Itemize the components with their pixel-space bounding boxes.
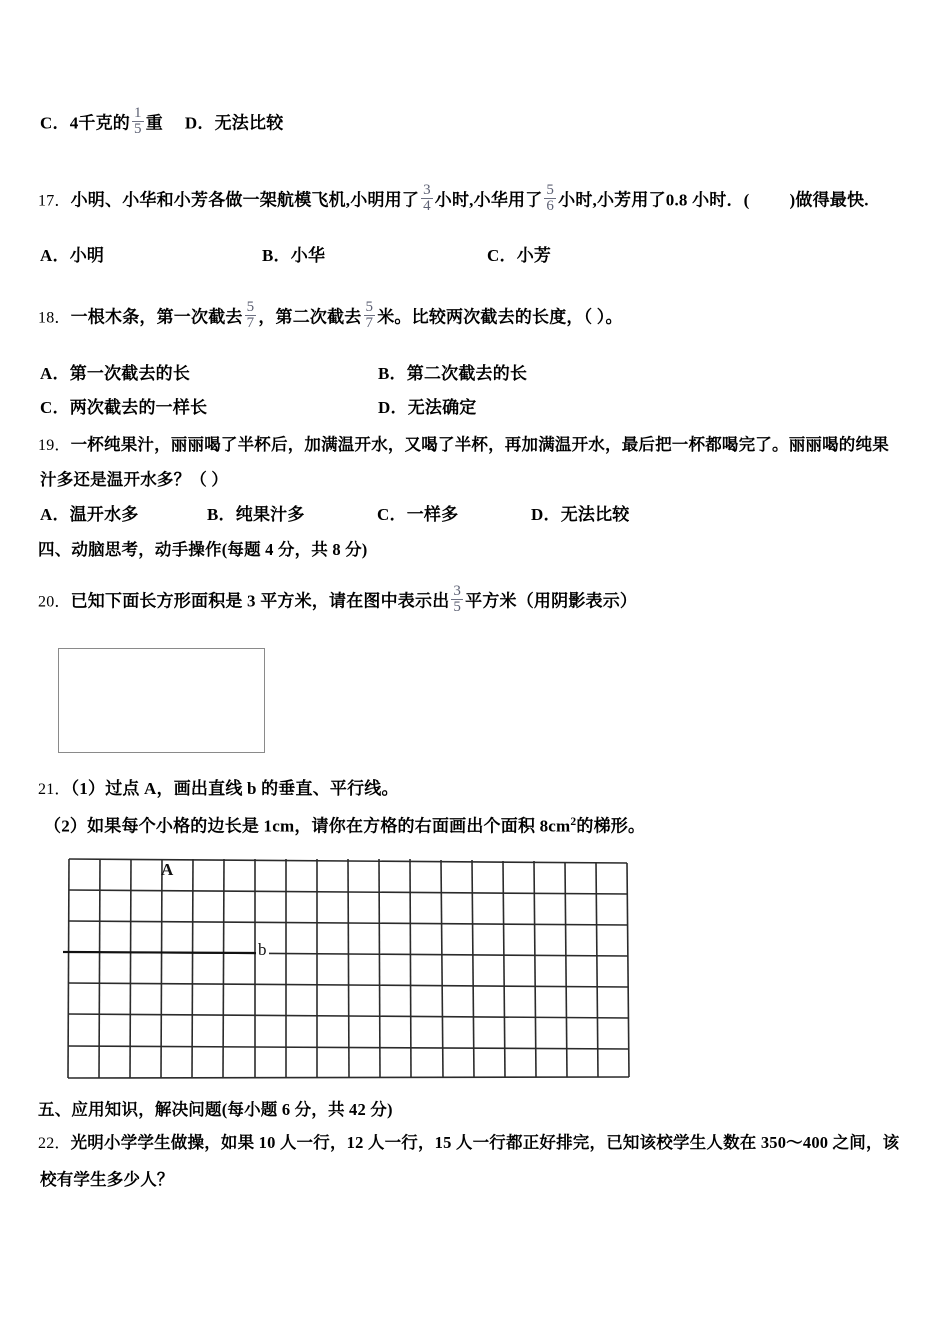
q17-number: 17． bbox=[38, 192, 71, 210]
q19-option-b-text: 纯果汁多 bbox=[235, 505, 305, 524]
q21-grid-figure bbox=[60, 856, 635, 1081]
q17-text-5: )做得最快. bbox=[789, 190, 869, 210]
section-five-heading bbox=[38, 1100, 393, 1120]
q17-text-4: 0.8 小时．( bbox=[665, 190, 750, 210]
q16-option-c-label: C． bbox=[40, 113, 70, 133]
fraction-numerator: 3 bbox=[453, 583, 462, 599]
grid-line-label-b: b bbox=[258, 940, 267, 959]
grid-point-label-A: A bbox=[161, 860, 174, 879]
q18-option-d bbox=[378, 398, 477, 418]
q21-line-2 bbox=[44, 815, 645, 837]
q21-line-2-b: 的梯形。 bbox=[576, 816, 646, 836]
fraction-denominator: 5 bbox=[134, 121, 142, 137]
q18-fraction-2 bbox=[364, 300, 376, 331]
q17-text-2: 小时,小华用了 bbox=[434, 190, 543, 210]
fraction-denominator: 7 bbox=[246, 315, 255, 331]
q18-number: 18． bbox=[38, 309, 71, 327]
q19-option-c-label: C． bbox=[377, 505, 407, 524]
fraction-numerator: 5 bbox=[546, 182, 555, 198]
q17-option-b-text: 小华 bbox=[290, 246, 326, 265]
q16-option-c-post: 重 bbox=[145, 113, 163, 133]
q19-option-a-text: 温开水多 bbox=[69, 505, 139, 524]
q19-option-d bbox=[531, 505, 630, 525]
q18-option-c-label: C． bbox=[40, 398, 70, 417]
q18-option-b-label: B． bbox=[378, 364, 407, 383]
q19-option-d-label: D． bbox=[531, 505, 561, 524]
q19-option-a-label: A． bbox=[40, 505, 70, 524]
q19-option-a bbox=[40, 505, 139, 525]
q20-stem bbox=[38, 583, 638, 617]
q18-option-d-label: D． bbox=[378, 398, 408, 417]
q18-stem bbox=[38, 299, 623, 333]
q21-line-1-text: （1）过点 A，画出直线 b 的垂直、平行线。 bbox=[70, 779, 399, 798]
q22-line-2 bbox=[40, 1170, 174, 1190]
q18-option-d-text: 无法确定 bbox=[407, 398, 477, 417]
q19-option-b bbox=[207, 505, 305, 525]
q19-stem-line-1 bbox=[38, 435, 889, 455]
q19-option-c bbox=[377, 505, 458, 525]
fraction-numerator: 3 bbox=[423, 182, 431, 198]
q20-text-2: 平方米（用阴影表示） bbox=[465, 591, 638, 611]
q17-option-a-text: 小明 bbox=[69, 246, 105, 265]
q21-number: 21． bbox=[38, 781, 71, 798]
q22-line-2-text: 校有学生多少人？ bbox=[40, 1170, 174, 1189]
q17-option-c-text: 小芳 bbox=[516, 246, 552, 265]
q20-empty-rectangle-figure bbox=[58, 648, 265, 753]
fraction-numerator: 5 bbox=[365, 299, 374, 315]
q19-line-2: 汁多还是温开水多？（ ） bbox=[40, 470, 229, 489]
q22-line-1-text: 光明小学学生做操，如果 10 人一行，12 人一行，15 人一行都正好排完，已知该校学生人数在 350～400 之间，该 bbox=[70, 1133, 900, 1152]
q21-line-2-a: （2）如果每个小格的边长是 1cm，请你在方格的右面画出个面积 8cm bbox=[44, 816, 571, 836]
q18-fraction-1 bbox=[245, 300, 257, 331]
fraction-numerator: 1 bbox=[134, 105, 142, 121]
section-five-heading-text: 五、应用知识，解决问题(每小题 6 分，共 42 分) bbox=[38, 1100, 393, 1119]
q19-number: 19． bbox=[38, 437, 71, 454]
q18-option-b-text: 第二次截去的长 bbox=[406, 364, 528, 383]
section-four-heading-text: 四、动脑思考，动手操作(每题 4 分，共 8 分) bbox=[38, 540, 368, 559]
q16-option-d-text: 无法比较 bbox=[214, 113, 284, 133]
q19-stem-line-2 bbox=[40, 470, 228, 490]
q19-option-c-text: 一样多 bbox=[406, 505, 459, 524]
q18-option-c-text: 两次截去的一样长 bbox=[69, 398, 208, 417]
q21-line-2-superscript: 2 bbox=[570, 815, 577, 828]
q20-number: 20． bbox=[38, 593, 71, 611]
fraction-denominator: 5 bbox=[453, 599, 462, 615]
fraction-numerator: 5 bbox=[246, 299, 255, 315]
q19-option-d-text: 无法比较 bbox=[560, 505, 630, 524]
q16-option-d-label: D． bbox=[184, 113, 215, 133]
q17-option-b bbox=[262, 246, 325, 266]
q20-fraction-1 bbox=[451, 584, 463, 615]
grid-svg bbox=[60, 856, 635, 1081]
q16-option-c-pre: 4千克的 bbox=[69, 113, 130, 133]
q16-option-c-fraction bbox=[132, 106, 144, 137]
q18-text-3: 米。比较两次截去的长度，（ ）。 bbox=[377, 307, 623, 327]
q21-line-1 bbox=[38, 779, 399, 799]
q18-option-a-label: A． bbox=[40, 364, 70, 383]
q19-option-b-label: B． bbox=[207, 505, 236, 524]
q22-number: 22． bbox=[38, 1135, 71, 1152]
fraction-denominator: 4 bbox=[423, 198, 431, 214]
line-b-left-segment bbox=[69, 952, 256, 953]
q16-options-row bbox=[40, 105, 284, 139]
q18-option-a-text: 第一次截去的长 bbox=[69, 364, 191, 383]
q20-text-1: 已知下面长方形面积是 3 平方米，请在图中表示出 bbox=[70, 591, 450, 611]
section-four-heading bbox=[38, 540, 368, 560]
q17-fraction-2 bbox=[544, 183, 556, 214]
q18-text-2: ，第二次截去 bbox=[258, 307, 362, 327]
q17-option-b-label: B． bbox=[262, 246, 291, 265]
q17-option-c-label: C． bbox=[487, 246, 517, 265]
q19-line-1: 一杯纯果汁，丽丽喝了半杯后，加满温开水，又喝了半杯，再加满温开水，最后把一杯都喝完了。丽丽喝的纯果 bbox=[70, 435, 889, 454]
fraction-denominator: 7 bbox=[365, 315, 374, 331]
q17-stem bbox=[38, 182, 869, 216]
q17-option-a bbox=[40, 246, 104, 266]
q18-option-c bbox=[40, 398, 207, 418]
q17-fraction-1 bbox=[421, 183, 433, 214]
q17-text-1: 小明、小华和小芳各做一架航模飞机,小明用了 bbox=[70, 190, 420, 210]
q22-line-1 bbox=[38, 1133, 899, 1153]
q18-text-1: 一根木条，第一次截去 bbox=[70, 307, 243, 327]
q17-option-a-label: A． bbox=[40, 246, 70, 265]
q18-option-a bbox=[40, 364, 190, 384]
q18-option-b bbox=[378, 364, 527, 384]
q17-option-c bbox=[487, 246, 551, 266]
q17-text-3: 小时,小芳用了 bbox=[558, 190, 666, 210]
fraction-denominator: 6 bbox=[546, 198, 555, 214]
